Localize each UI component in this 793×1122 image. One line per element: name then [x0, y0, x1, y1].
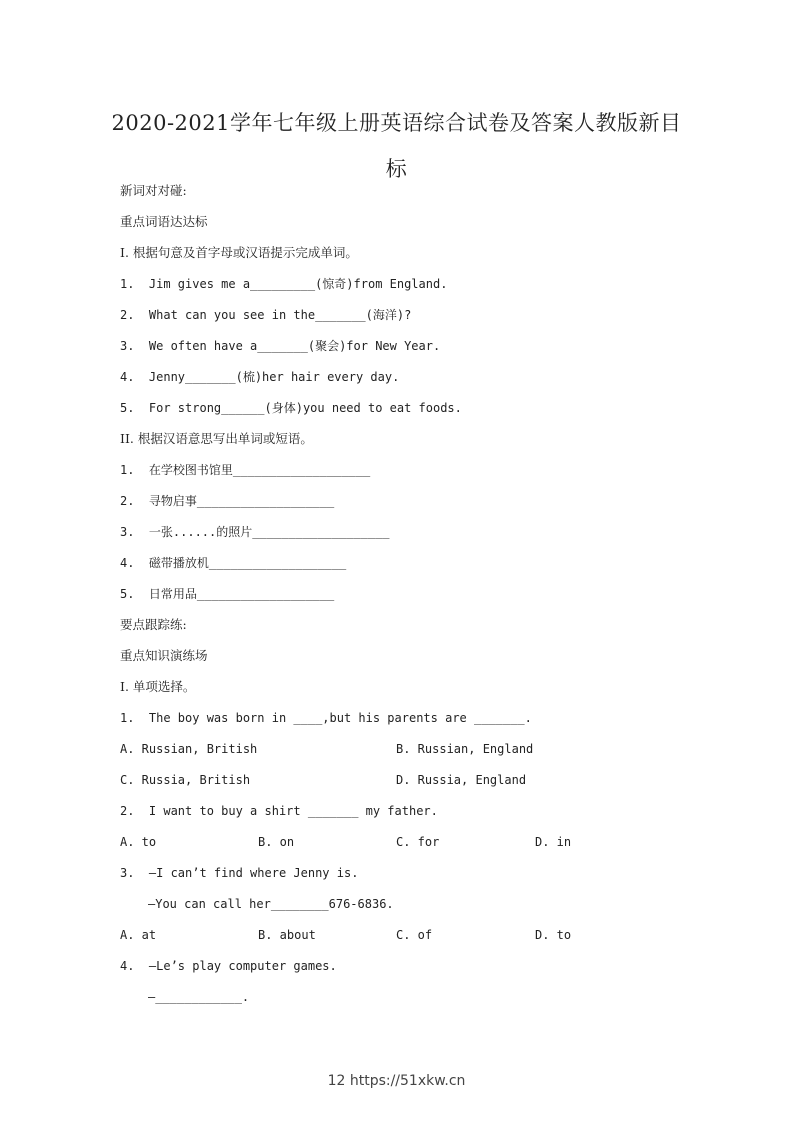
question-4-stem: 4. —Le’s play computer games. [120, 959, 337, 973]
question-2-option-d: D. in [535, 835, 572, 849]
question-1-option-d: D. Russia, England [396, 773, 527, 787]
title-line-1: 2020-2021学年七年级上册英语综合试卷及答案人教版新目 [111, 111, 682, 135]
part2-item: 2. 寻物启事___________________ [120, 494, 335, 508]
section-key-vocab: 重点词语达达标 [120, 214, 208, 229]
section-new-words: 新词对对碰: [120, 183, 187, 198]
question-3-option-c: C. of [396, 928, 433, 942]
part3-title: I. 单项选择。 [120, 679, 196, 694]
question-3-option-a: A. at [120, 928, 157, 942]
question-3-stem-reply: —You can call her________676-6836. [148, 897, 394, 911]
document-title [110, 100, 683, 192]
question-3-stem: 3. —I can’t find where Jenny is. [120, 866, 359, 880]
question-2-option-c: C. for [396, 835, 440, 849]
question-1-option-b: B. Russian, England [396, 742, 534, 756]
page-footer: 12 https://51xkw.cn [327, 1073, 466, 1089]
part1-item: 3. We often have a_______(聚会)for New Year. [120, 339, 441, 353]
part2-item: 5. 日常用品___________________ [120, 587, 335, 601]
question-2-option-b: B. on [258, 835, 295, 849]
question-1-option-a: A. Russian, British [120, 742, 258, 756]
part2-title: II. 根据汉语意思写出单词或短语。 [120, 431, 313, 446]
part1-item: 4. Jenny_______(梳)her hair every day. [120, 370, 400, 384]
question-2-option-a: A. to [120, 835, 157, 849]
part2-item: 4. 磁带播放机___________________ [120, 556, 347, 570]
part1-item: 1. Jim gives me a_________(惊奇)from England. [120, 277, 448, 291]
part2-item: 3. 一张......的照片___________________ [120, 525, 390, 539]
question-3-option-b: B. about [258, 928, 316, 942]
title-line-2: 标 [385, 157, 408, 181]
part1-title: I. 根据句意及首字母或汉语提示完成单词。 [120, 245, 358, 260]
part1-item: 2. What can you see in the_______(海洋)? [120, 308, 412, 322]
question-2-stem: 2. I want to buy a shirt _______ my father. [120, 804, 438, 818]
section-track: 要点跟踪练: [120, 617, 187, 632]
question-1-option-c: C. Russia, British [120, 773, 251, 787]
question-4-stem-reply: —____________. [148, 990, 250, 1004]
question-1-stem: 1. The boy was born in ____,but his parents are _______. [120, 711, 532, 725]
question-3-option-d: D. to [535, 928, 572, 942]
part1-item: 5. For strong______(身体)you need to eat foods. [120, 401, 462, 415]
section-knowledge: 重点知识演练场 [120, 648, 208, 663]
part2-item: 1. 在学校图书馆里___________________ [120, 463, 371, 477]
